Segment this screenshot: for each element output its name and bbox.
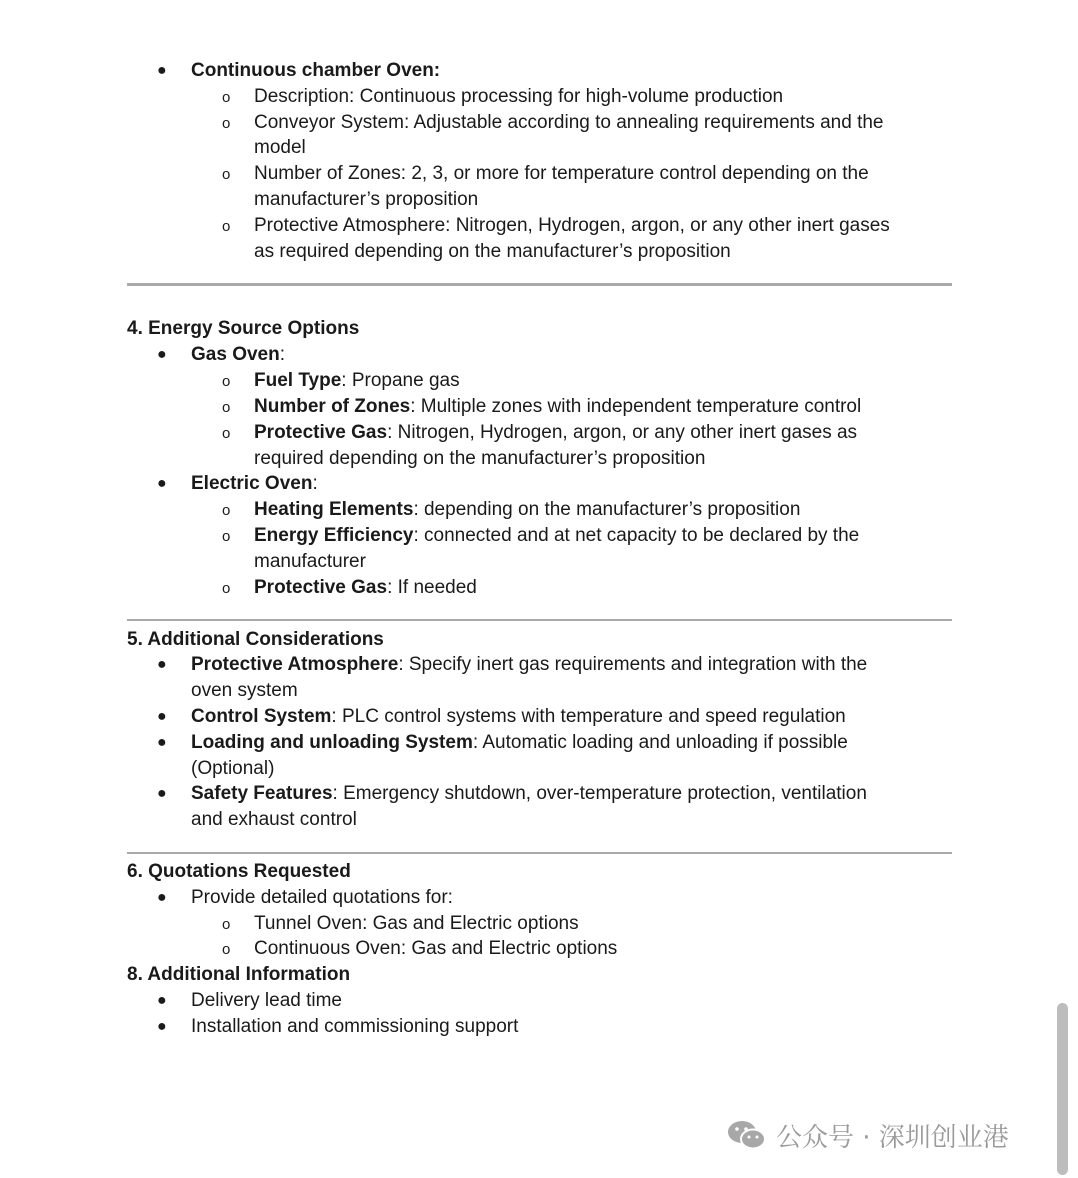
list-item-continued: manufacturer’s proposition xyxy=(254,189,479,210)
list-item: Protective Gas: If needed xyxy=(254,577,477,598)
section-heading: 6. Quotations Requested xyxy=(127,861,351,882)
bullet: ● xyxy=(157,785,167,802)
bullet: ● xyxy=(157,1018,167,1035)
sub-bullet: o xyxy=(222,115,231,132)
bullet: ● xyxy=(157,62,167,79)
list-item: Delivery lead time xyxy=(191,990,342,1011)
sub-bullet: o xyxy=(222,89,231,106)
sub-bullet: o xyxy=(222,218,231,235)
list-item: Conveyor System: Adjustable according to annealing requirements and the xyxy=(254,112,884,133)
list-item-continued: manufacturer xyxy=(254,551,366,572)
list-item-continued: oven system xyxy=(191,680,298,701)
list-item: Protective Atmosphere: Nitrogen, Hydrogen, argon, or any other inert gases xyxy=(254,215,890,236)
list-item: Number of Zones: 2, 3, or more for temperature control depending on the xyxy=(254,163,869,184)
list-item: Electric Oven: xyxy=(191,473,318,494)
list-item: Fuel Type: Propane gas xyxy=(254,370,460,391)
section-divider xyxy=(127,283,952,286)
vertical-scrollbar[interactable] xyxy=(1057,1003,1068,1175)
bullet: ● xyxy=(157,992,167,1009)
section-divider xyxy=(127,852,952,854)
list-item-continued: and exhaust control xyxy=(191,809,357,830)
sub-bullet: o xyxy=(222,166,231,183)
bullet: ● xyxy=(157,656,167,673)
list-item: Tunnel Oven: Gas and Electric options xyxy=(254,913,579,934)
section-heading: 4. Energy Source Options xyxy=(127,318,360,339)
section-divider xyxy=(127,619,952,621)
sub-bullet: o xyxy=(222,373,231,390)
list-item: Continuous Oven: Gas and Electric options xyxy=(254,938,618,959)
list-item: Number of Zones: Multiple zones with independent temperature control xyxy=(254,396,862,417)
list-item-continued: (Optional) xyxy=(191,758,275,779)
list-item-continued: required depending on the manufacturer’s proposition xyxy=(254,448,706,469)
list-item-title: Continuous chamber Oven: xyxy=(191,60,441,81)
list-item: Loading and unloading System: Automatic loading and unloading if possible xyxy=(191,732,848,753)
list-item: Description: Continuous processing for high-volume production xyxy=(254,86,784,107)
sub-bullet: o xyxy=(222,502,231,519)
list-item-continued: model xyxy=(254,137,306,158)
bullet: ● xyxy=(157,346,167,363)
list-item: Energy Efficiency: connected and at net capacity to be declared by the xyxy=(254,525,860,546)
list-item: Safety Features: Emergency shutdown, over-temperature protection, ventilation xyxy=(191,783,867,804)
watermark-text: 公众号 · 深圳创业港 xyxy=(776,1122,1009,1153)
bullet: ● xyxy=(157,475,167,492)
list-item: Heating Elements: depending on the manufacturer’s proposition xyxy=(254,499,801,520)
sub-bullet: o xyxy=(222,916,231,933)
sub-bullet: o xyxy=(222,425,231,442)
list-item: Provide detailed quotations for: xyxy=(191,887,453,908)
sub-bullet: o xyxy=(222,941,231,958)
list-item: Protective Gas: Nitrogen, Hydrogen, argon, or any other inert gases as xyxy=(254,422,858,443)
sub-bullet: o xyxy=(222,528,231,545)
bullet: ● xyxy=(157,734,167,751)
bullet: ● xyxy=(157,708,167,725)
section-heading: 5. Additional Considerations xyxy=(127,629,384,650)
sub-bullet: o xyxy=(222,399,231,416)
list-item: Gas Oven: xyxy=(191,344,285,365)
wechat-icon xyxy=(726,1118,768,1152)
list-item: Control System: PLC control systems with temperature and speed regulation xyxy=(191,706,846,727)
list-item-continued: as required depending on the manufacturer’s proposition xyxy=(254,241,731,262)
sub-bullet: o xyxy=(222,580,231,597)
bullet: ● xyxy=(157,889,167,906)
list-item: Protective Atmosphere: Specify inert gas requirements and integration with the xyxy=(191,654,868,675)
section-heading: 8. Additional Information xyxy=(127,964,351,985)
watermark xyxy=(726,1115,1009,1155)
list-item: Installation and commissioning support xyxy=(191,1016,519,1037)
